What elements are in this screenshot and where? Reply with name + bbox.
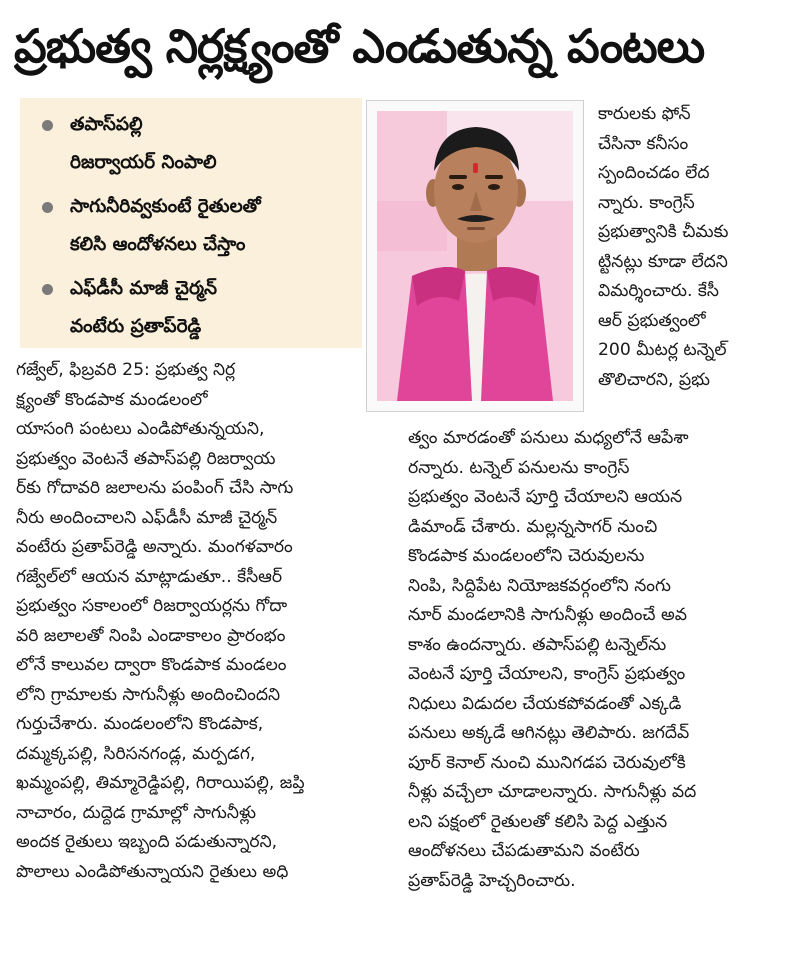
article-line: పొలాలు ఎండిపోతున్నాయని రైతులు అధి [16, 861, 289, 882]
article-line: చేసినా కనీసం [598, 133, 689, 154]
article-line: కారులకు ఫోన్ [598, 104, 691, 124]
article-line: నాచారం, దుద్దెడ గ్రామాల్లో సాగునీళ్లు [16, 802, 257, 823]
article-line: వెంటనే పూర్తి చేయాలని, కాంగ్రెస్ ప్రభుత్వం [408, 664, 686, 684]
highlight-line: వంటేరు ప్రతాప్‌రెడ్డి [70, 316, 202, 337]
article-line: పనులు అక్కడే ఆగినట్లు తెలిపారు. జగదేవ్ [408, 723, 690, 743]
highlight-line: తపాస్‌పల్లి [70, 114, 143, 135]
highlight-item [40, 270, 356, 346]
article-line: నిధులు విడుదల చేయకపోవడంతో ఎక్కడి [408, 693, 682, 714]
article-column-right [598, 100, 774, 395]
article-line: ప్రభుత్వం వెంటనే పూర్తి చేయాలని ఆయన [408, 487, 683, 507]
highlight-item [40, 188, 356, 264]
bullet-icon [42, 284, 53, 295]
article-column-middle [408, 424, 774, 896]
highlight-line: కలిసి ఆందోళనలు చేస్తాం [70, 234, 246, 255]
portrait-photo [366, 100, 584, 412]
article-line: నూర్ మండలానికి సాగునీళ్లు అందించే అవ [408, 605, 687, 625]
article-line: డిమాండ్ చేశారు. మల్లన్నసాగర్ నుంచి [408, 516, 658, 537]
article-line: గజ్వేల్‌లో ఆయన మాట్లాడుతూ.. కేసీఆర్ [16, 566, 283, 587]
article-line: నీళ్లు వచ్చేలా చూడాలన్నారు. సాగునీళ్లు వద [408, 782, 697, 802]
article-line: పూర్ కెనాల్ నుంచి మునిగడప చెరువులోకి [408, 752, 686, 773]
article-line: రన్నారు. టన్నెల్ పనులను కాంగ్రెస్ [408, 457, 630, 478]
highlight-line: రిజర్వాయర్ నింపాలి [70, 152, 217, 173]
highlight-line: సాగునీరివ్వకుంటే రైతులతో [70, 196, 261, 217]
article-line: గజ్వేల్, ఫిబ్రవరి 25: ప్రభుత్వ నిర్ల [16, 360, 236, 380]
article-line: ఖమ్మంపల్లి, తిమ్మారెడ్డిపల్లి, గిరాయిపల్లి, జప్తి [16, 773, 305, 793]
highlight-item [40, 106, 356, 182]
article-line: యాసంగి పంటలు ఎండిపోతున్నయని, [16, 419, 265, 439]
article-line: ప్రభుత్వం వెంటనే తపాస్‌పల్లి రిజర్వాయ [16, 448, 276, 469]
highlights-box [20, 98, 362, 348]
article-line: ప్రభుత్వానికి చీమకు [598, 222, 729, 242]
headline: ప్రభుత్వ నిర్లక్ష్యంతో ఎండుతున్న పంటలు [14, 19, 705, 73]
article-line: ప్రభుత్వం సకాలంలో రిజర్వాయర్లను గోదా [16, 596, 288, 616]
bullet-icon [42, 202, 53, 213]
article-line: కొండపాక మండలంలోని చెరువులను [408, 546, 645, 566]
article-line: 200 మీటర్ల టన్నెల్ [598, 340, 727, 360]
article-line: తొలిచారని, ప్రభు [598, 369, 710, 390]
portrait-illustration [377, 111, 573, 401]
bullet-icon [42, 120, 53, 131]
article-line: అందక రైతులు ఇబ్బంది పడుతున్నారని, [16, 832, 278, 852]
article-line: స్పందించడం లేద [598, 163, 710, 183]
article-line: గుర్తుచేశారు. మండలంలోని కొండపాక, [16, 714, 264, 734]
article-line: ఆందోళనలు చేపడుతామని వంటేరు [408, 841, 640, 861]
article-line: న్నారు. కాంగ్రెస్ [598, 192, 695, 213]
article-line: నీరు అందించాలని ఎఫ్‌డీసీ మాజీ చైర్మన్ [16, 507, 278, 528]
article-line: ర్‌కు గోదావరి జలాలను పంపింగ్ చేసి సాగు [16, 478, 294, 498]
article-line: క్ష్యంతో కొండపాక మండలంలో [16, 389, 208, 410]
article-line: త్వం మారడంతో పనులు మధ్యలోనే ఆపేశా [408, 428, 689, 448]
article-column-left [16, 356, 388, 887]
article-line: ఆర్ ప్రభుత్వంలో [598, 310, 706, 331]
highlight-line: ఎఫ్‌డీసీ మాజీ చైర్మన్ [70, 278, 218, 299]
article-line: లని పక్షంలో రైతులతో కలిసి పెద్ద ఎత్తున [408, 811, 668, 832]
article-line: ప్రతాప్‌రెడ్డి హెచ్చరించారు. [408, 870, 576, 891]
article-line: విమర్శించారు. కేసీ [598, 281, 719, 301]
article-line: వరి జలాలతో నింపి ఎండాకాలం ప్రారంభం [16, 625, 286, 646]
article-line: లోని గ్రామాలకు సాగునీళ్లు అందించిందని [16, 684, 281, 705]
article-line: దమ్మక్కపల్లి, సిరిసనగండ్ల, మర్పడగ, [16, 743, 256, 764]
article-line: వంటేరు ప్రతాప్‌రెడ్డి అన్నారు. మంగళవారం [16, 537, 293, 557]
article-line: లోనే కాలువల ద్వారా కొండపాక మండలం [16, 655, 287, 675]
article-line: ట్టినట్లు కూడా లేదని [598, 251, 728, 272]
article-line: నింపి, సిద్దిపేట నియోజకవర్గంలోని నంగు [408, 575, 671, 596]
article-line: కాశం ఉందన్నారు. తపాస్‌పల్లి టన్నెల్‌ను [408, 634, 667, 655]
